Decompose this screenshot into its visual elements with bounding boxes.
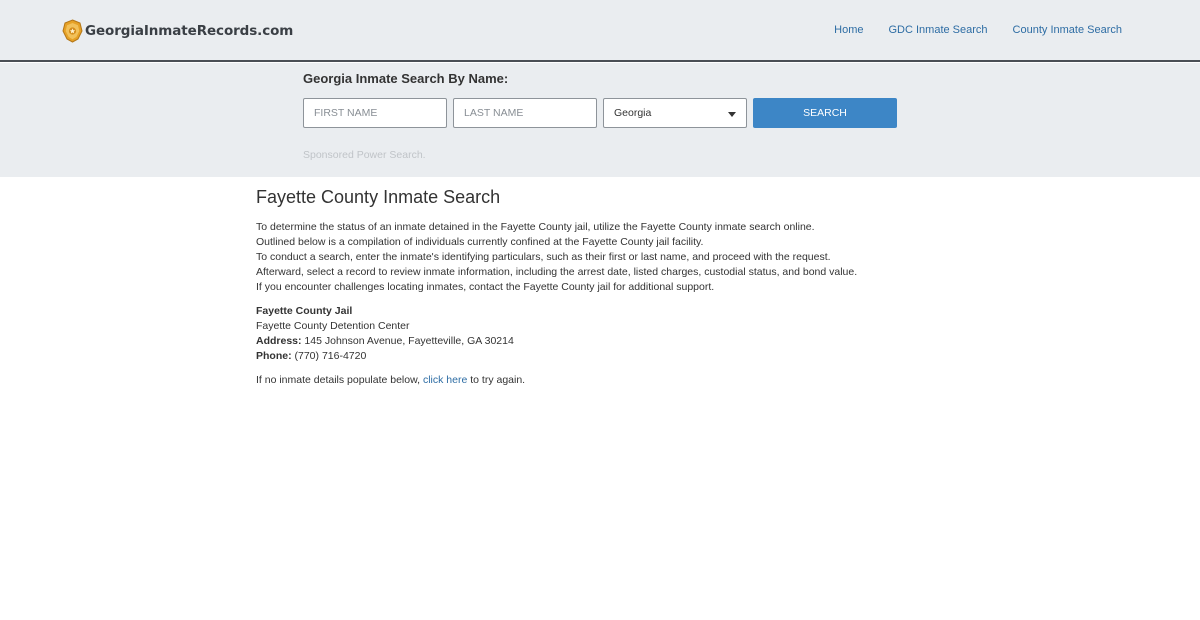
jail-address	[256, 334, 896, 349]
first-name-input[interactable]	[303, 98, 447, 128]
nav-county-inmate-search-link[interactable]: County Inmate Search	[1012, 24, 1122, 36]
page-title: Fayette County Inmate Search	[256, 187, 501, 207]
intro-line: Afterward, select a record to review inmate information, including the arrest date, listed charges, custodial status, and bond value.	[256, 266, 858, 278]
retry-before: If no inmate details populate below,	[256, 374, 423, 386]
intro-text	[256, 220, 896, 295]
address-label: Address:	[256, 335, 302, 347]
address-value: 145 Johnson Avenue, Fayetteville, GA 30214	[301, 335, 514, 347]
jail-name: Fayette County Jail	[256, 305, 353, 317]
intro-line: Outlined below is a compilation of individuals currently confined at the Fayette County jail facility.	[256, 236, 704, 248]
retry-after: to try again.	[467, 374, 526, 386]
search-panel	[0, 63, 1200, 177]
facility-name: Fayette County Detention Center	[256, 320, 410, 332]
jail-info	[256, 304, 896, 364]
retry-text	[256, 373, 896, 388]
search-title: Georgia Inmate Search By Name:	[303, 71, 509, 86]
phone-label: Phone:	[256, 350, 292, 362]
nav-home-link[interactable]: Home	[834, 24, 864, 36]
site-header	[0, 0, 1200, 62]
intro-line: If you encounter challenges locating inmates, contact the Fayette County jail for additional support.	[256, 281, 715, 293]
intro-line: To determine the status of an inmate detained in the Fayette County jail, utilize the Fayette County inmate search online.	[256, 221, 815, 233]
main-content	[256, 187, 896, 388]
state-select-value: Georgia	[614, 107, 652, 119]
sponsored-text: Sponsored Power Search.	[303, 149, 426, 161]
nav-gdc-inmate-search-link[interactable]: GDC Inmate Search	[888, 24, 988, 36]
site-logo[interactable]	[62, 18, 293, 44]
state-select[interactable]	[603, 98, 747, 128]
intro-line: To conduct a search, enter the inmate's identifying particulars, such as their first or last name, and proceed with the request.	[256, 251, 831, 263]
badge-icon	[62, 19, 83, 43]
last-name-input[interactable]	[453, 98, 597, 128]
jail-phone	[256, 349, 896, 364]
caret-down-icon	[728, 112, 736, 117]
search-button[interactable]: SEARCH	[753, 98, 897, 128]
top-nav	[834, 24, 1122, 36]
phone-value: (770) 716-4720	[291, 350, 367, 362]
logo-text: GeorgiaInmateRecords.com	[85, 23, 294, 39]
retry-link[interactable]: click here	[422, 374, 468, 386]
